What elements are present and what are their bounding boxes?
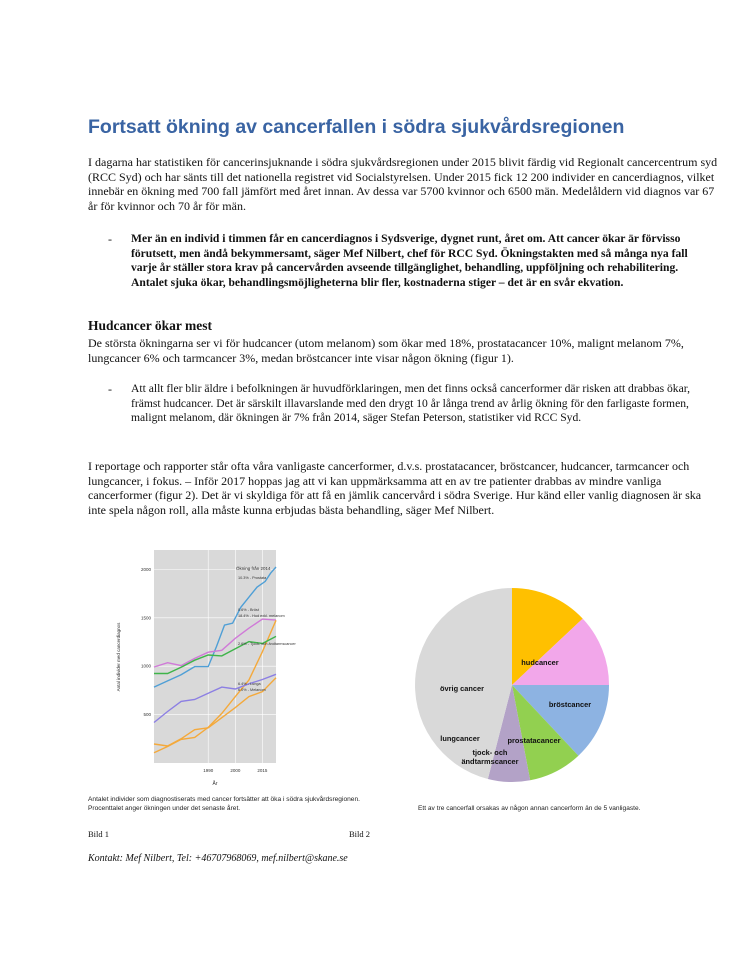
series-label: 6.4% - Lunga (238, 682, 261, 686)
section-heading: Hudcancer ökar mest (88, 318, 212, 333)
figure1-caption: Antalet individer som diagnostiserats med cancer fortsätter att öka i södra sjukvårdsregionen. Procenttalet anger ökningen under det senaste året. (88, 796, 360, 812)
pie-slice-label: övrig cancer (440, 684, 484, 693)
legend-header: Ökning från 2014 (236, 566, 271, 571)
series-label: 6.0% - Melanom (238, 688, 266, 692)
x-tick-label: 2015 (257, 768, 268, 773)
bullet-dash: - (108, 382, 112, 396)
quote-mef-nilbert: Mer än en individ i timmen får en cancerdiagnos i Sydsverige, dygnet runt, året om. Att cancer ökar är förvisso förutsett, men ändå bekymmersamt, säger Mef Nilbert, chef för RCC Syd. Ökningstakten med så många nya fall varje år ställer stora krav på cancervården avseende tillgänglighet, behandling, uppföljning och rehabilitering. Antalet sjuka ökar, behandlingsmöjligheterna blir fler, kostnaderna stiger – det är en svår ekvation. (131, 232, 688, 289)
pie-slice-label: lungcancer (440, 734, 480, 743)
pie-slice-label: tjock- och ändtarmscancer (461, 748, 519, 766)
quote-stefan-peterson: Att allt fler blir äldre i befolkningen är huvudförklaringen, men det finns också cancerformer där risken att drabbas ökar, främst hudcancer. Det är särskilt illavarslande med den drygt 10 år långa trend av årlig ökning för den farligaste formen, malignt melanom, där ökningen är 7% från 2014, säger Stefan Peterson, statistiker vid RCC Syd. (131, 382, 691, 425)
x-tick-label: 1990 (203, 768, 214, 773)
y-tick-label: 2000 (140, 566, 151, 572)
y-tick-label: 1500 (140, 615, 151, 621)
pie-slice-label: bröstcancer (548, 700, 592, 709)
figure2-caption: Ett av tre cancerfall orsakas av någon annan cancerform än de 5 vanligaste. (418, 805, 641, 812)
series-label: 0.6% - Bröst (238, 608, 259, 612)
pie-slice-label: prostatacancer (507, 736, 561, 745)
x-axis-label: År (212, 781, 218, 787)
page-title: Fortsatt ökning av cancerfallen i södra sjukvårdsregionen (88, 116, 625, 138)
series-label: 2.6% - Tjock- och ändtarmscancer (238, 642, 296, 646)
plot-area (154, 550, 276, 763)
intro-paragraph: I dagarna har statistiken för cancerinsjuknande i södra sjukvårdsregionen under 2015 blivit färdig vid Regionalt cancercentrum syd (RCC Syd) och har sänts till det nationella registret vid Socialstyrelsen. Under 2015 fick 12 200 individer en cancerdiagnos, vilket innebär en ökning med 700 fall jämfört med året innan. Av dessa var 5700 kvinnor och 6500 män. Medelåldern vid diagnos var 67 år för kvinnor och 70 år för män. (88, 155, 718, 214)
y-axis-label: Antal individer med cancerdiagnos (116, 622, 121, 692)
pie-chart-figure2 (412, 585, 612, 785)
figure1-label: Bild 1 (88, 829, 110, 839)
figure2-label: Bild 2 (349, 829, 371, 839)
bullet-dash: - (108, 232, 112, 246)
contact-line: Kontakt: Mef Nilbert, Tel: +46707968069, mef.nilbert@skane.se (88, 853, 348, 864)
series-label: 10.3% - Prostata (238, 576, 267, 580)
x-tick-label: 2000 (230, 768, 241, 773)
section-paragraph: De största ökningarna ser vi för hudcancer (utom melanom) som ökar med 18%, prostatacancer 10%, malignt melanom 7%, lungcancer 6% och tarmcancer 3%, medan bröstcancer inte visar någon ökning (figur 1). (88, 336, 684, 365)
closing-paragraph: I reportage och rapporter står ofta våra vanligaste cancerformer, d.v.s. prostatacancer, bröstcancer, hudcancer, tarmcancer och lungcancer, i fokus. – Inför 2017 hoppas jag att vi kan uppmärksamma att en av tre patienter drabbas av mindre vanliga cancerformer (figur 2). Det är vi skyldiga för att få en jämlik cancervård i södra Sverige. Hur känd eller vanlig diagnosen är ska inte spela någon roll, alla måste kunna erbjudas bästa behandling, säger Mef Nilbert. (88, 459, 702, 518)
series-label: 18.4% - Hud exkl. melanom (238, 614, 285, 618)
pie-slice-label: hudcancer (521, 658, 559, 667)
y-tick-label: 500 (143, 712, 151, 718)
line-chart-figure1 (110, 545, 296, 790)
y-tick-label: 1000 (140, 663, 151, 669)
